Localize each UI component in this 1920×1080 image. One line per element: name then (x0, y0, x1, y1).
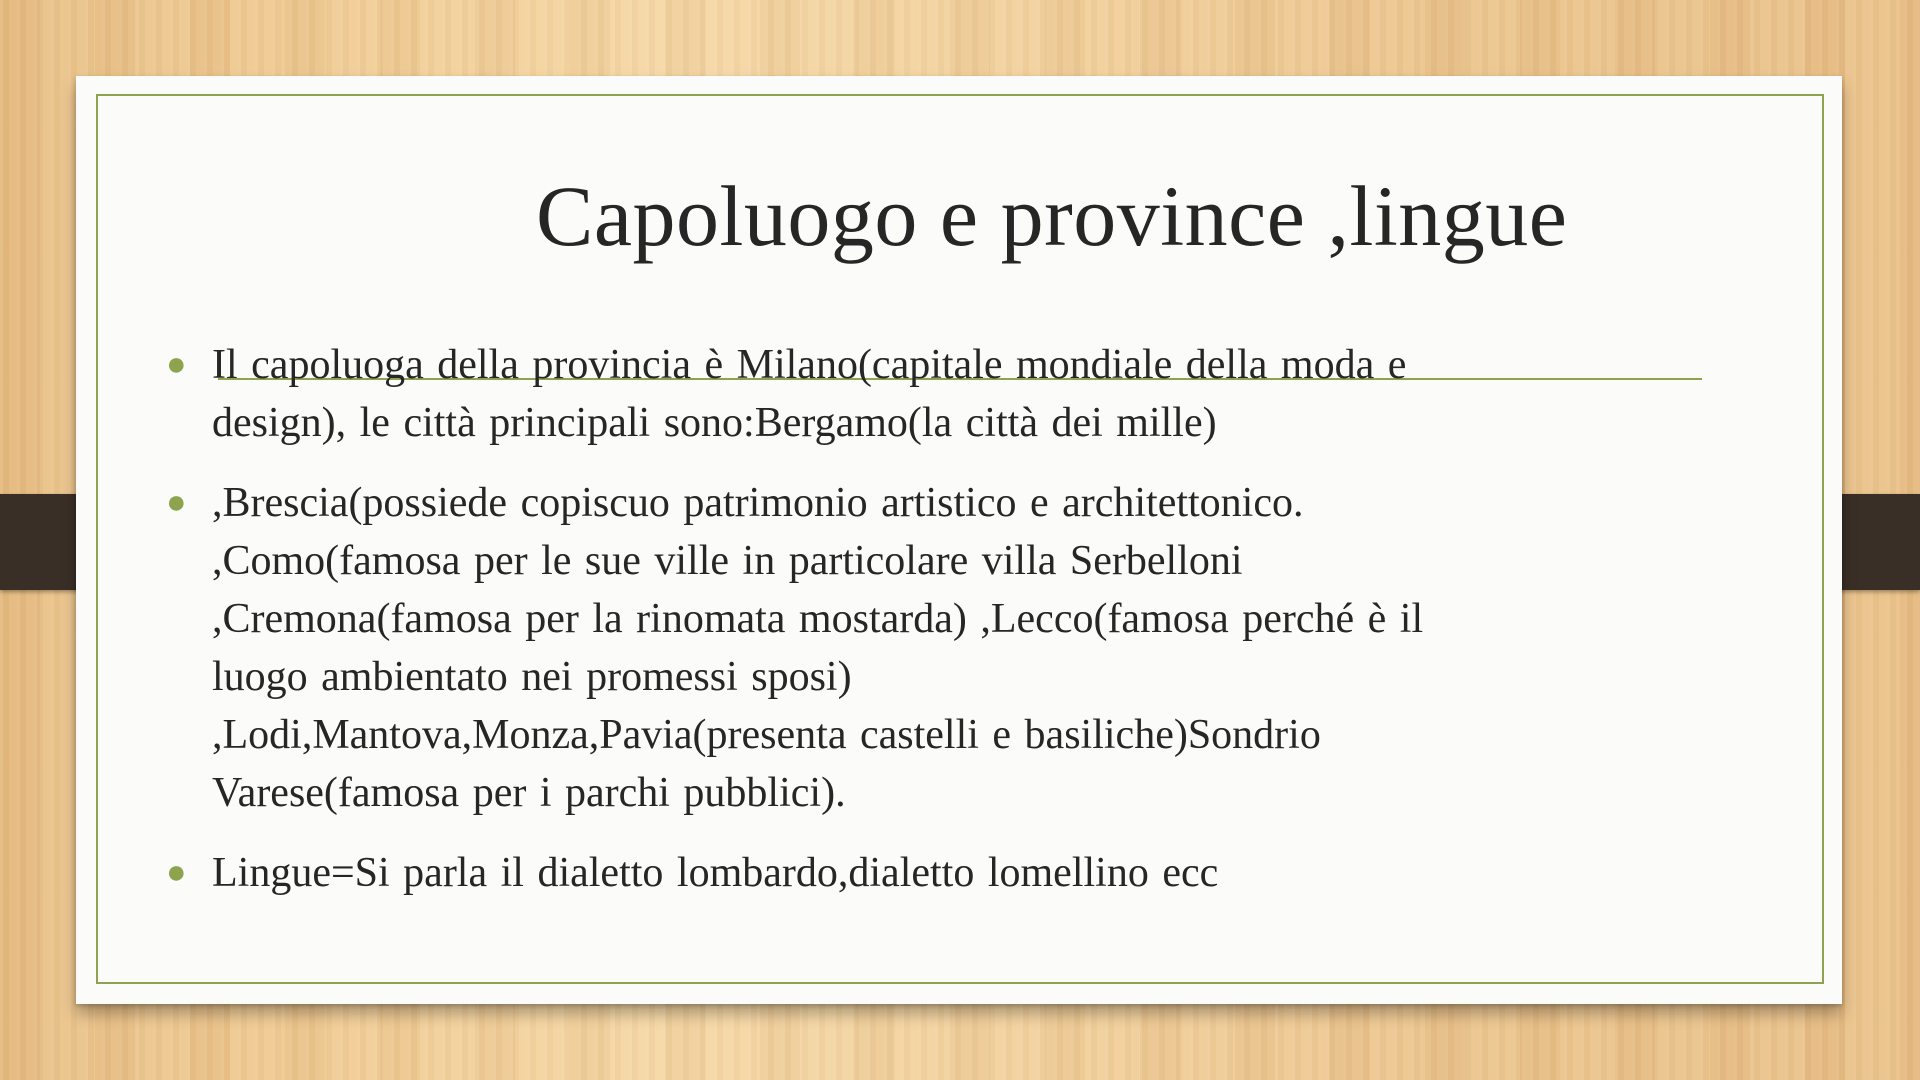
bullet-line: Il capoluoga della provincia è Milano(capitale mondiale della moda e (212, 342, 1407, 388)
bullet-dot-icon: ● (166, 346, 187, 383)
bullet-dot-icon: ● (166, 854, 187, 891)
bullet-line: Varese(famosa per i parchi pubblici). (212, 770, 846, 816)
bullet-item-province (166, 474, 1646, 822)
bullet-line: design), le città principali sono:Bergamo(la città dei mille) (212, 400, 1217, 446)
bullet-dot-icon: ● (166, 484, 187, 521)
bullet-line: Lingue=Si parla il dialetto lombardo,dialetto lomellino ecc (212, 850, 1219, 896)
slide-title: Capoluogo e province ,lingue (536, 168, 1568, 264)
bullet-line: ,Lodi,Mantova,Monza,Pavia(presenta castelli e basiliche)Sondrio (212, 712, 1321, 758)
bullet-item-capoluogo (166, 336, 1646, 452)
slide-card (76, 76, 1842, 1004)
bullet-line: ,Cremona(famosa per la rinomata mostarda) ,Lecco(famosa perché è il (212, 596, 1424, 642)
bullet-line: ,Brescia(possiede copiscuo patrimonio artistico e architettonico. (212, 480, 1304, 526)
bullet-line: luogo ambientato nei promessi sposi) (212, 654, 852, 700)
bullet-line: ,Como(famosa per le sue ville in particolare villa Serbelloni (212, 538, 1243, 584)
bullet-item-lingue (166, 844, 1646, 902)
bullet-list (166, 336, 1646, 902)
